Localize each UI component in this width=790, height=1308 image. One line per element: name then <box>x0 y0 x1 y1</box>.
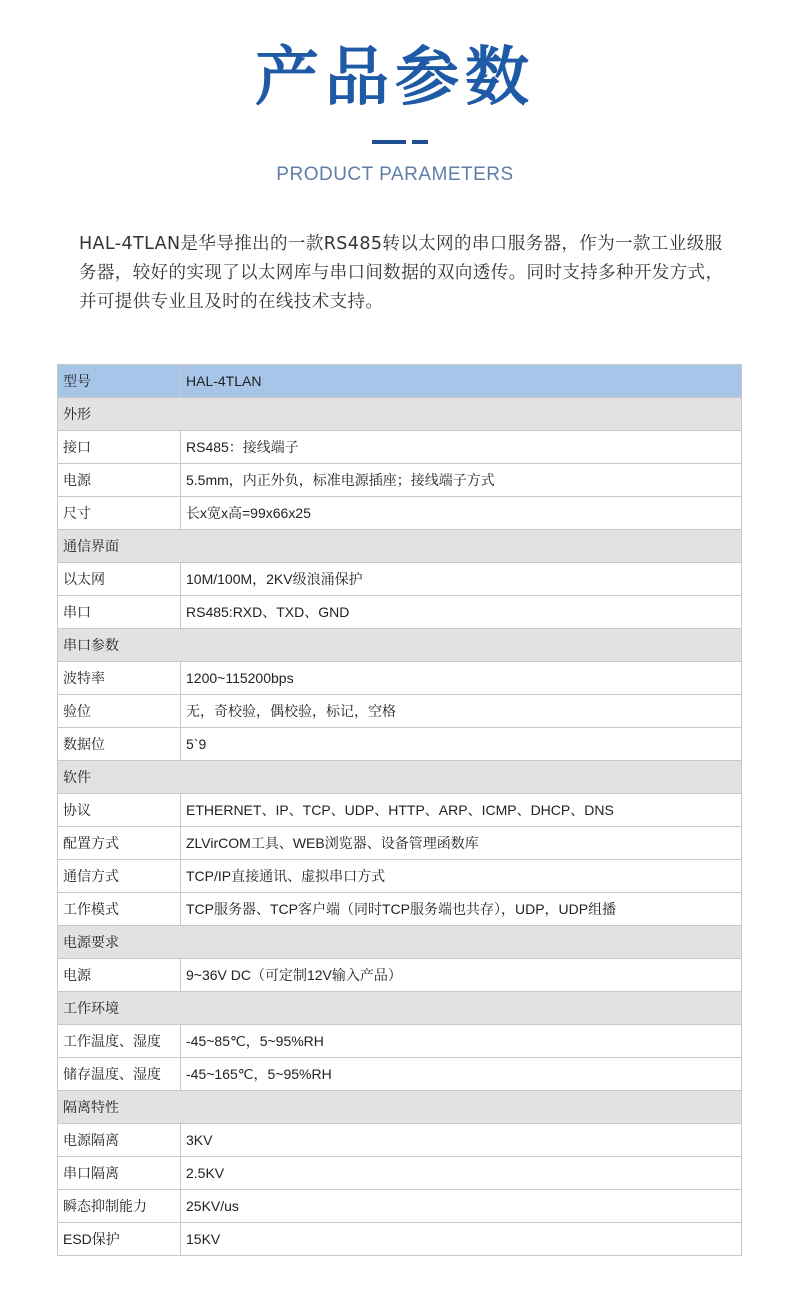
row-label: 通信方式 <box>58 860 181 893</box>
section-title: 隔离特性 <box>58 1091 742 1124</box>
row-label: 波特率 <box>58 662 181 695</box>
row-value: -45~85℃，5~95%RH <box>181 1025 742 1058</box>
row-label: 协议 <box>58 794 181 827</box>
page-title: 产品参数 <box>255 41 535 115</box>
row-value: 25KV/us <box>181 1190 742 1223</box>
row-value: -45~165℃，5~95%RH <box>181 1058 742 1091</box>
section-row <box>58 926 742 959</box>
row-value: 无，奇校验，偶校验，标记，空格 <box>181 695 742 728</box>
table-row <box>58 827 742 860</box>
row-value: 1200~115200bps <box>181 662 742 695</box>
table-row <box>58 1025 742 1058</box>
table-row <box>58 464 742 497</box>
table-row <box>58 596 742 629</box>
row-label: 电源 <box>58 464 181 497</box>
row-value: 长x宽x高=99x66x25 <box>181 497 742 530</box>
section-row <box>58 398 742 431</box>
row-label: 数据位 <box>58 728 181 761</box>
table-row <box>58 695 742 728</box>
section-row <box>58 992 742 1025</box>
table-row <box>58 794 742 827</box>
row-label: 工作模式 <box>58 893 181 926</box>
row-label: 串口 <box>58 596 181 629</box>
table-row <box>58 893 742 926</box>
row-value: ETHERNET、IP、TCP、UDP、HTTP、ARP、ICMP、DHCP、DNS <box>181 794 742 827</box>
row-label: 尺寸 <box>58 497 181 530</box>
table-row <box>58 1058 742 1091</box>
row-label: 电源 <box>58 959 181 992</box>
row-value: TCP/IP直接通讯、虚拟串口方式 <box>181 860 742 893</box>
table-header-row <box>58 365 742 398</box>
row-value: 9~36V DC（可定制12V输入产品） <box>181 959 742 992</box>
table-row <box>58 1124 742 1157</box>
section-title: 电源要求 <box>58 926 742 959</box>
row-label: 验位 <box>58 695 181 728</box>
row-value: TCP服务器、TCP客户端（同时TCP服务端也共存），UDP，UDP组播 <box>181 893 742 926</box>
table-row <box>58 497 742 530</box>
title-divider-long <box>372 140 406 144</box>
table-row <box>58 1190 742 1223</box>
row-value: RS485:RXD、TXD、GND <box>181 596 742 629</box>
row-label: 储存温度、湿度 <box>58 1058 181 1091</box>
model-value: HAL-4TLAN <box>181 365 742 398</box>
table-row <box>58 1157 742 1190</box>
row-value: 3KV <box>181 1124 742 1157</box>
table-row <box>58 728 742 761</box>
section-title: 软件 <box>58 761 742 794</box>
spec-table <box>57 364 742 1256</box>
row-value: RS485：接线端子 <box>181 431 742 464</box>
row-value: 5.5mm，内正外负，标准电源插座；接线端子方式 <box>181 464 742 497</box>
row-label: 串口隔离 <box>58 1157 181 1190</box>
title-divider-short <box>412 140 428 144</box>
section-title: 工作环境 <box>58 992 742 1025</box>
table-row <box>58 563 742 596</box>
section-row <box>58 1091 742 1124</box>
row-label: 工作温度、湿度 <box>58 1025 181 1058</box>
section-title: 通信界面 <box>58 530 742 563</box>
table-row <box>58 662 742 695</box>
model-label: 型号 <box>58 365 181 398</box>
spec-table-body <box>58 365 742 1256</box>
section-title: 外形 <box>58 398 742 431</box>
table-row <box>58 1223 742 1256</box>
row-label: 以太网 <box>58 563 181 596</box>
row-label: 瞬态抑制能力 <box>58 1190 181 1223</box>
row-label: 配置方式 <box>58 827 181 860</box>
row-label: 接口 <box>58 431 181 464</box>
section-row <box>58 761 742 794</box>
row-value: 5`9 <box>181 728 742 761</box>
row-value: ZLVirCOM工具、WEB浏览器、设备管理函数库 <box>181 827 742 860</box>
row-value: 10M/100M，2KV级浪涌保护 <box>181 563 742 596</box>
row-value: 2.5KV <box>181 1157 742 1190</box>
intro-paragraph: HAL-4TLAN是华导推出的一款RS485转以太网的串口服务器，作为一款工业级服务器，较好的实现了以太网库与串口间数据的双向透传。同时支持多种开发方式，并可提供专业且及时的在线技术支持。 <box>79 234 724 312</box>
table-row <box>58 860 742 893</box>
table-row <box>58 431 742 464</box>
section-row <box>58 530 742 563</box>
table-row <box>58 959 742 992</box>
section-row <box>58 629 742 662</box>
row-label: 电源隔离 <box>58 1124 181 1157</box>
row-value: 15KV <box>181 1223 742 1256</box>
section-title: 串口参数 <box>58 629 742 662</box>
row-label: ESD保护 <box>58 1223 181 1256</box>
page-subtitle: PRODUCT PARAMETERS <box>276 164 514 185</box>
